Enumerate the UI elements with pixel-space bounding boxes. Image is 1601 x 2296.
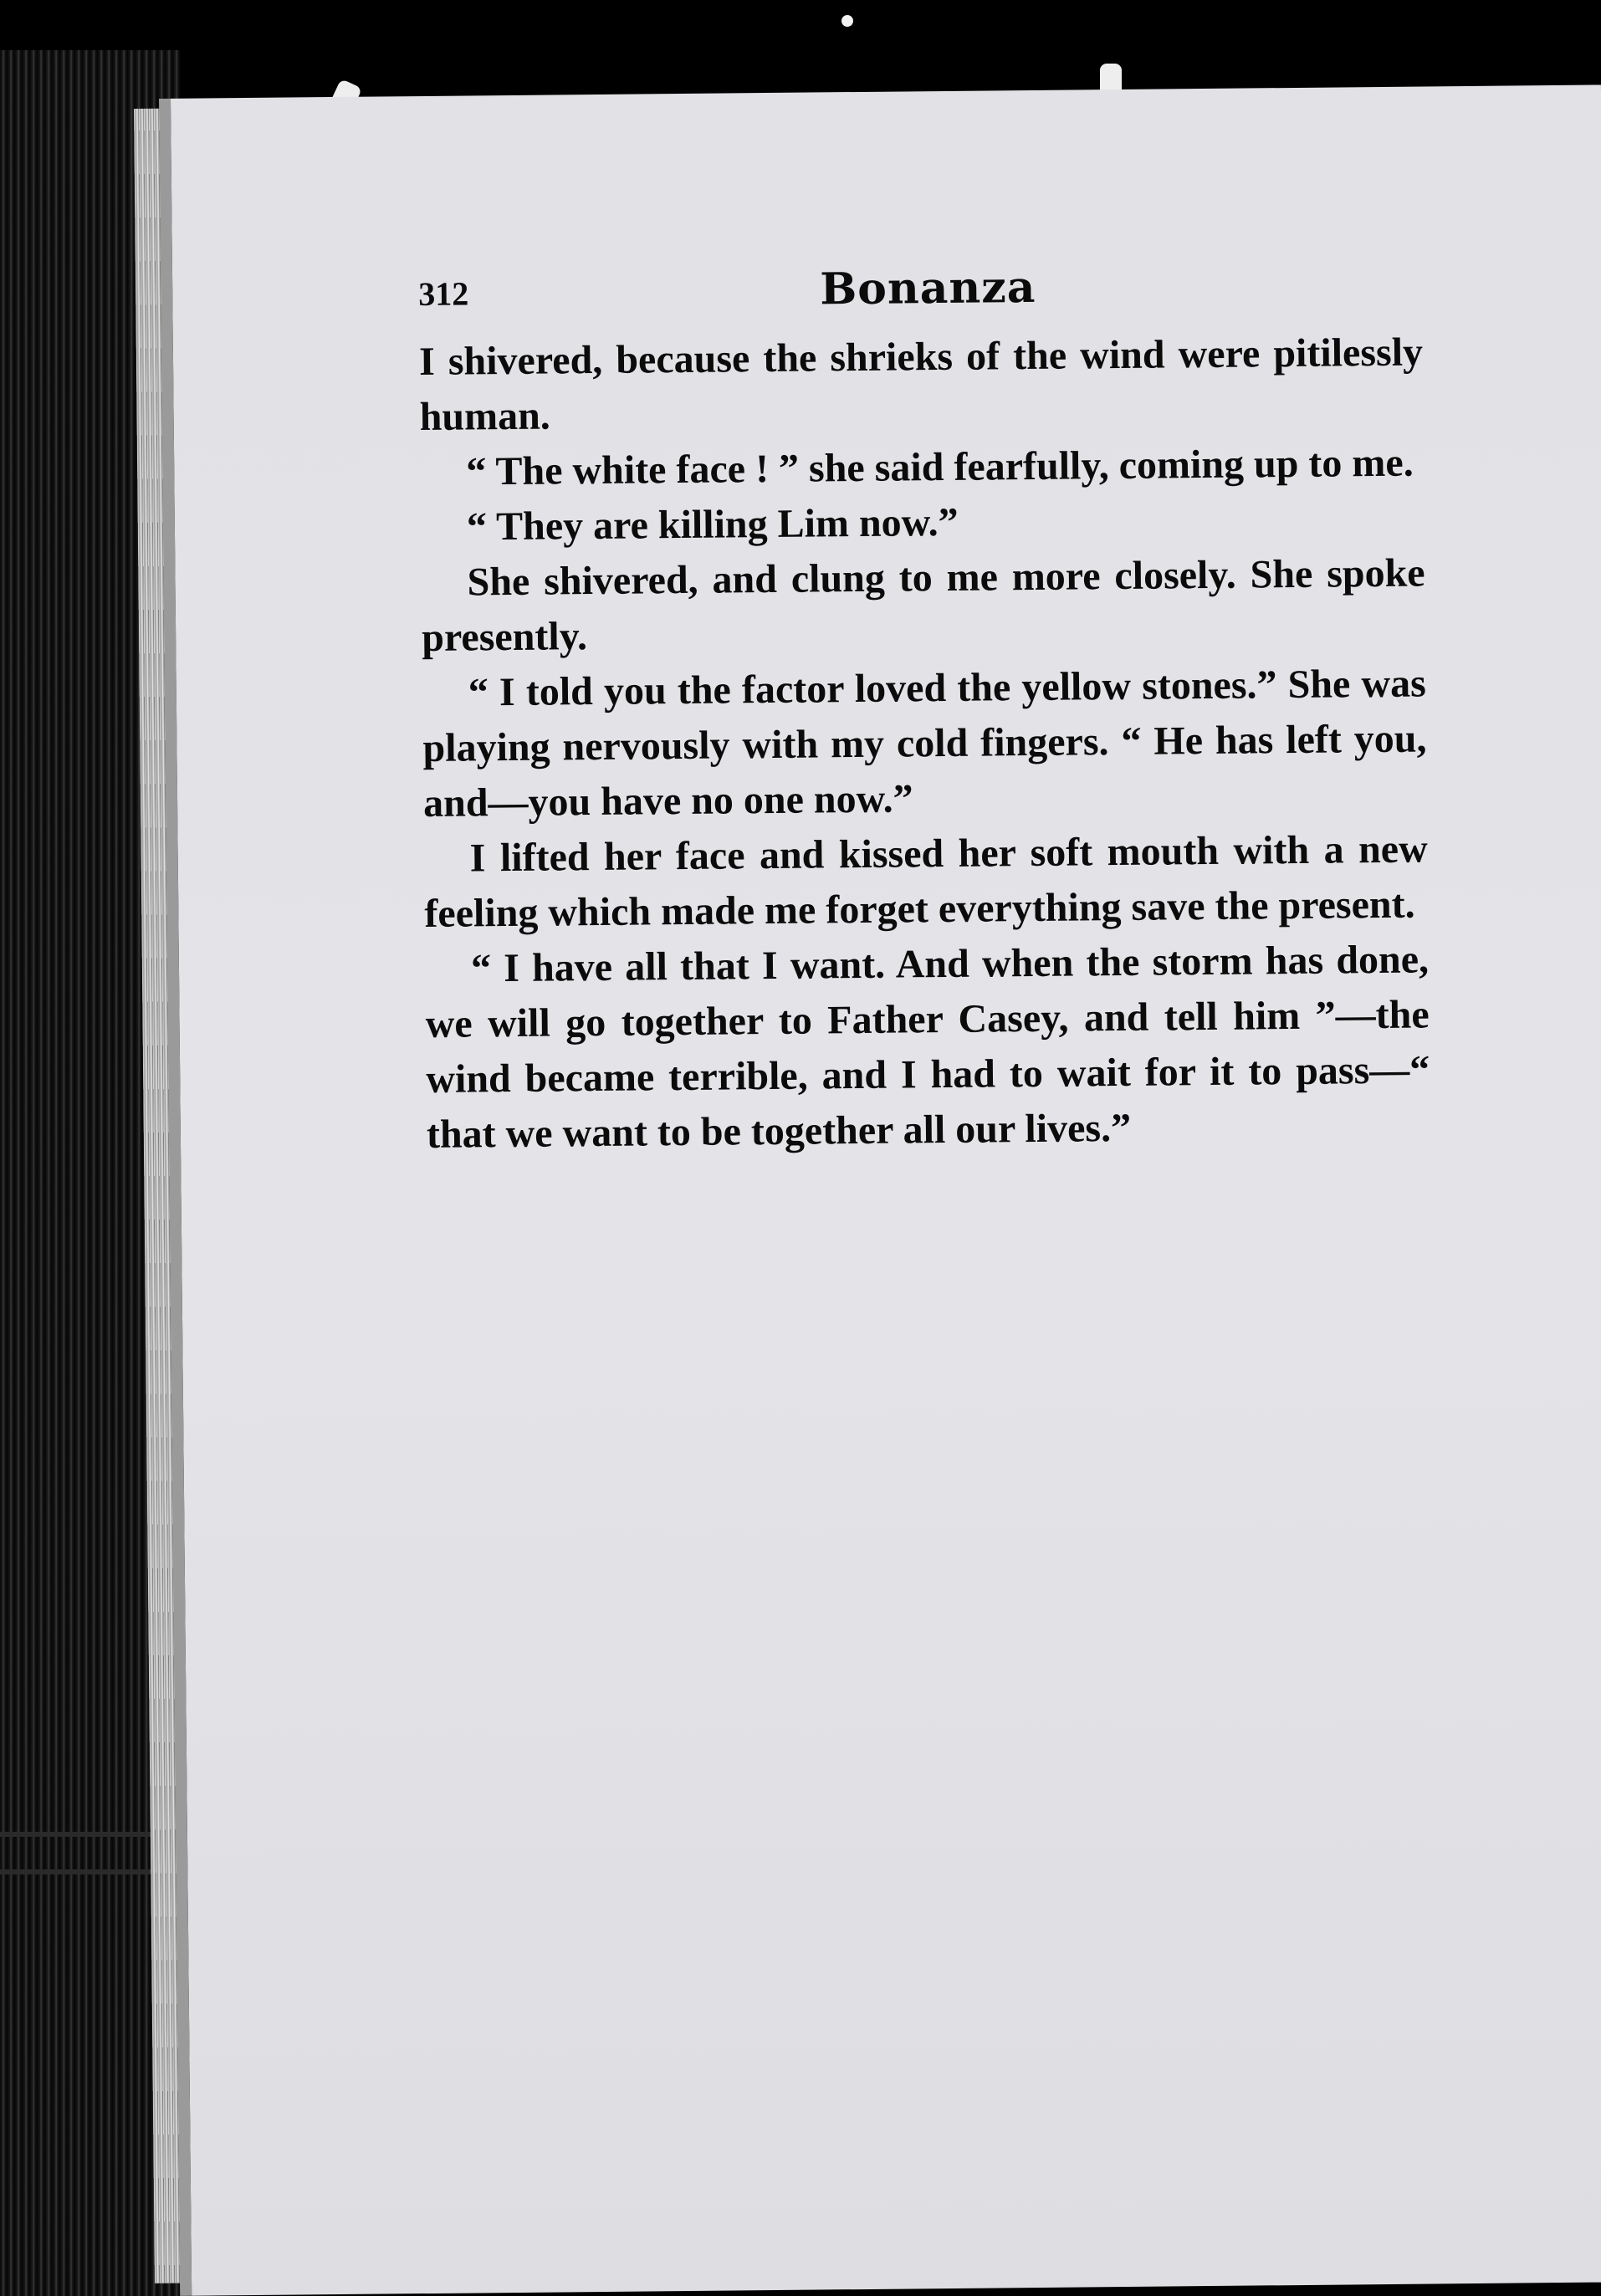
running-head <box>418 258 1423 335</box>
scan-dot-mark <box>841 15 853 27</box>
body-text <box>419 325 1430 1162</box>
page-number: 312 <box>418 274 469 313</box>
page-text-block <box>418 258 1430 1162</box>
running-title: Bonanza <box>819 261 1036 315</box>
paragraph: I shivered, because the shrieks of the wind were pitilessly human. <box>418 330 1424 439</box>
paragraph: “ The white face ! ” she said fearfully, coming up to me. <box>466 440 1414 494</box>
paragraph: “ I told you the factor loved the yellow stones.” She was playing nervously with my cold fingers. “ He has left you, and—you have no one now.” <box>422 661 1427 826</box>
paragraph: I lifted her face and kissed her soft mouth with a new feeling which made me forget everything save the present. <box>424 826 1428 936</box>
paragraph: “ They are killing Lim now.” <box>466 499 959 550</box>
paragraph: “ I have all that I want. And when the storm has done, we will go together to Father Casey, and tell him ”—the wind became terrible, and I had to wait for it to pass—“ that we want to be together all our lives.” <box>425 937 1430 1157</box>
paragraph: She shivered, and clung to me more closely. She spoke presently. <box>421 550 1425 660</box>
